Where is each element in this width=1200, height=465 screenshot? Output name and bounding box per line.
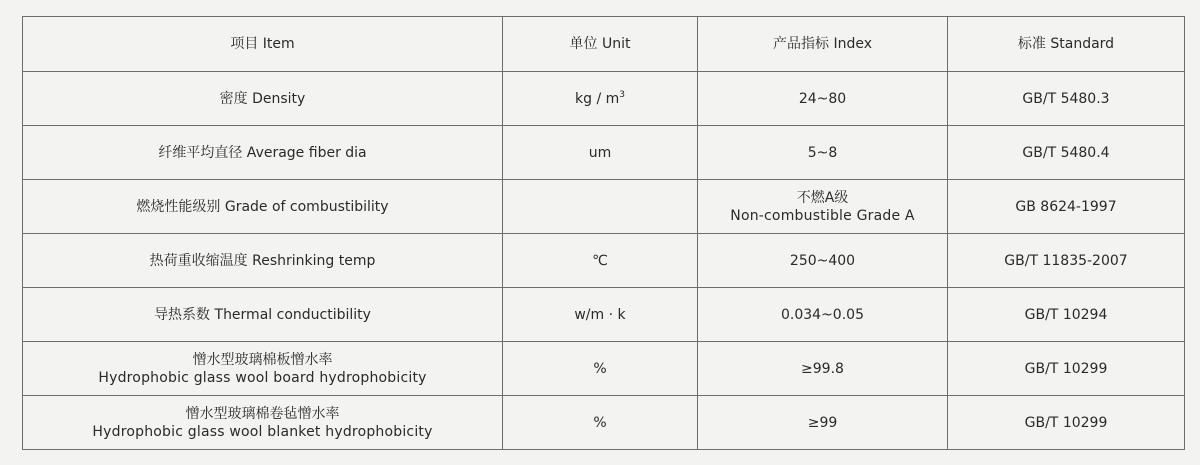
cell-standard: GB 8624-1997: [948, 180, 1185, 234]
cell-index: [698, 396, 948, 450]
cell-standard: GB/T 11835-2007: [948, 234, 1185, 288]
cell-standard: GB/T 10294: [948, 288, 1185, 342]
table-row: [23, 288, 1185, 342]
specification-table: [22, 16, 1185, 450]
cell-index: [698, 234, 948, 288]
cell-unit: [503, 396, 698, 450]
cell-unit: [503, 288, 698, 342]
cell-unit: [503, 126, 698, 180]
unit-text: kg / m: [575, 90, 620, 107]
cell-item: [23, 396, 503, 450]
cell-unit: [503, 342, 698, 396]
cell-unit: [503, 180, 698, 234]
table-row: [23, 180, 1185, 234]
index-text: 5~8: [807, 144, 838, 161]
cell-index: [698, 126, 948, 180]
item-text-cn: 憎水型玻璃棉板憎水率: [192, 351, 333, 368]
cell-item: [23, 234, 503, 288]
table-header-row: [23, 17, 1185, 72]
item-text-en: Hydrophobic glass wool board hydrophobicity: [98, 369, 427, 386]
cell-item: [23, 126, 503, 180]
item-text: 燃烧性能级别 Grade of combustibility: [136, 198, 389, 215]
cell-item: [23, 72, 503, 126]
cell-index: [698, 72, 948, 126]
unit-superscript: 3: [619, 89, 625, 100]
unit-text: ℃: [592, 252, 608, 269]
cell-unit: [503, 72, 698, 126]
header-index: 产品指标 Index: [698, 17, 948, 72]
table-row: [23, 396, 1185, 450]
cell-standard: GB/T 10299: [948, 396, 1185, 450]
item-text-en: Hydrophobic glass wool blanket hydrophobicity: [92, 423, 433, 440]
unit-text: %: [593, 360, 607, 377]
index-text: ≥99.8: [801, 360, 844, 377]
index-text-cn: 不燃A级: [796, 189, 849, 206]
unit-text: %: [593, 414, 607, 431]
item-text: 热荷重收缩温度 Reshrinking temp: [149, 252, 376, 269]
cell-standard: GB/T 5480.3: [948, 72, 1185, 126]
index-text: 250~400: [789, 252, 856, 269]
index-text: ≥99: [807, 414, 838, 431]
header-standard: 标准 Standard: [948, 17, 1185, 72]
cell-index: [698, 288, 948, 342]
index-text: 0.034~0.05: [781, 306, 864, 323]
cell-item: [23, 180, 503, 234]
cell-unit: [503, 234, 698, 288]
item-text-cn: 憎水型玻璃棉卷毡憎水率: [185, 405, 340, 422]
table-row: [23, 342, 1185, 396]
item-text: 密度 Density: [219, 90, 306, 107]
cell-item: [23, 342, 503, 396]
cell-index: [698, 180, 948, 234]
item-text: 导热系数 Thermal conductibility: [154, 306, 371, 323]
cell-item: [23, 288, 503, 342]
table-row: [23, 126, 1185, 180]
header-item: 项目 Item: [23, 17, 503, 72]
table-row: [23, 72, 1185, 126]
item-text: 纤维平均直径 Average fiber dia: [158, 144, 367, 161]
header-unit: 单位 Unit: [503, 17, 698, 72]
table-row: [23, 234, 1185, 288]
cell-standard: GB/T 10299: [948, 342, 1185, 396]
cell-standard: GB/T 5480.4: [948, 126, 1185, 180]
index-text-en: Non-combustible Grade A: [730, 207, 915, 224]
index-text: 24~80: [798, 90, 847, 107]
unit-text: w/m · k: [574, 306, 626, 323]
unit-text: um: [588, 144, 612, 161]
cell-index: [698, 342, 948, 396]
